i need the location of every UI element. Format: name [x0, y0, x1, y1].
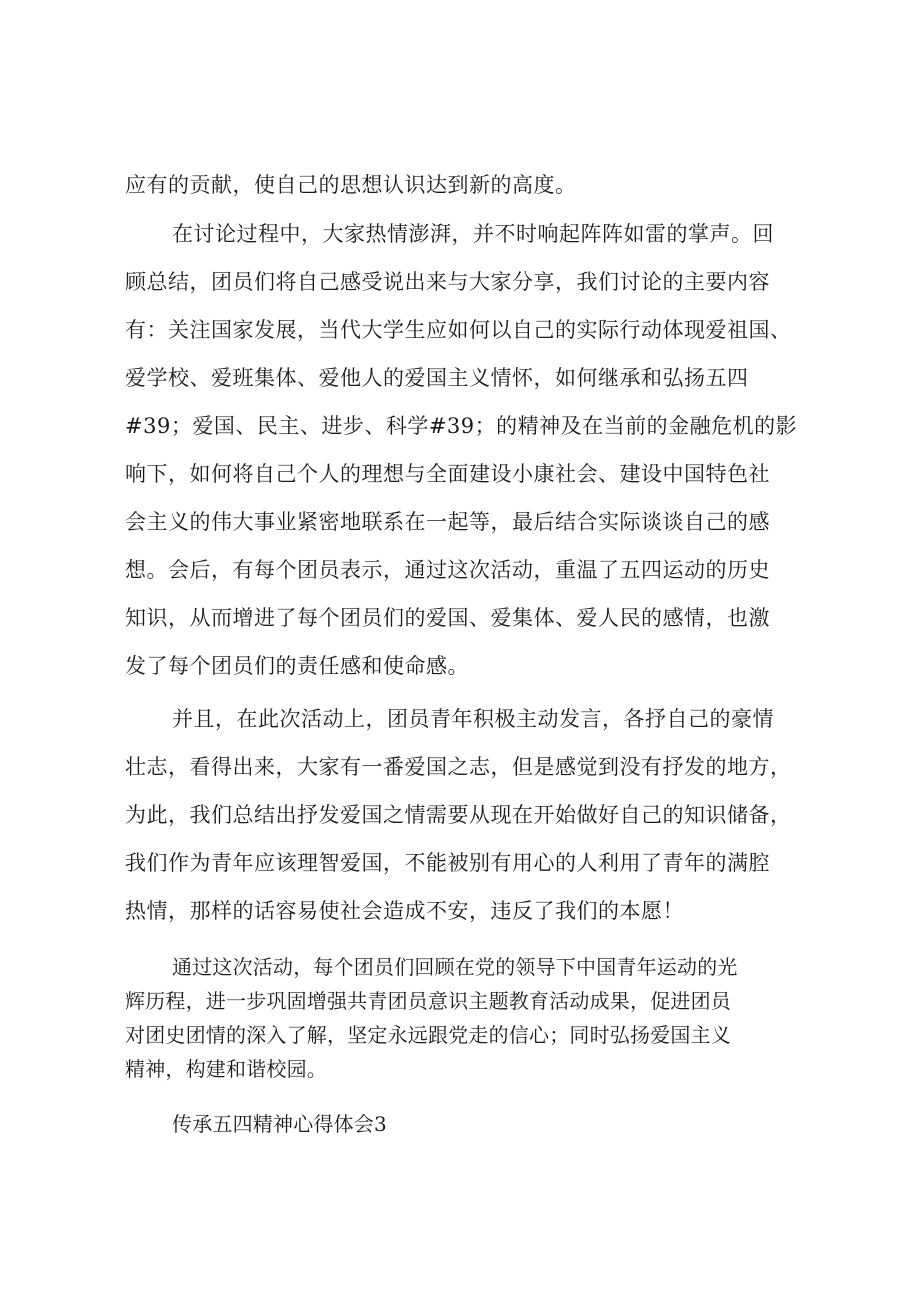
- text-line: 应有的贡献，使自己的思想认识达到新的高度。: [125, 173, 577, 197]
- text-line: 想。会后，有每个团员表示，通过这次活动，重温了五四运动的历史: [125, 558, 770, 582]
- text-line: 顾总结，团员们将自己感受说出来与大家分享，我们讨论的主要内容: [125, 270, 770, 294]
- text-line: 为此，我们总结出抒发爱国之情需要从现在开始做好自己的知识储备，: [125, 803, 792, 827]
- text-line: 壮志，看得出来，大家有一番爱国之志，但是感觉到没有抒发的地方，: [125, 755, 792, 779]
- text-line: 我们作为青年应该理智爱国，不能被别有用心的人利用了青年的满腔: [125, 851, 770, 875]
- text-line: 对团史团情的深入了解，坚定永远跟党走的信心；同时弘扬爱国主义: [125, 1023, 731, 1047]
- text-line: #39；爱国、民主、进步、科学#39；的精神及在当前的金融危机的影: [125, 414, 798, 438]
- text-line: 响下，如何将自己个人的理想与全面建设小康社会、建设中国特色社: [125, 462, 770, 486]
- text-line: 精神，构建和谐校园。: [125, 1057, 327, 1081]
- text-line: 辉历程，进一步巩固增强共青团员意识主题教育活动成果，促进团员: [125, 989, 731, 1013]
- text-line: 发了每个团员们的责任感和使命感。: [125, 654, 469, 678]
- text-line: 通过这次活动，每个团员们回顾在党的领导下中国青年运动的光: [172, 955, 738, 979]
- text-line: 热情，那样的话容易使社会造成不安，违反了我们的本愿！: [125, 899, 684, 923]
- text-line: 并且，在此次活动上，团员青年积极主动发言，各抒自己的豪情: [172, 707, 774, 731]
- text-line: 有：关注国家发展，当代大学生应如何以自己的实际行动体现爱祖国、: [125, 318, 792, 342]
- text-line: 知识，从而增进了每个团员们的爱国、爱集体、爱人民的感情，也激: [125, 606, 770, 630]
- section-heading: 传承五四精神心得体会3: [172, 1112, 387, 1136]
- text-line: 在讨论过程中，大家热情澎湃，并不时响起阵阵如雷的掌声。回: [172, 222, 774, 246]
- text-line: 爱学校、爱班集体、爱他人的爱国主义情怀，如何继承和弘扬五四: [125, 366, 749, 390]
- text-line: 会主义的伟大事业紧密地联系在一起等，最后结合实际谈谈自己的感: [125, 510, 770, 534]
